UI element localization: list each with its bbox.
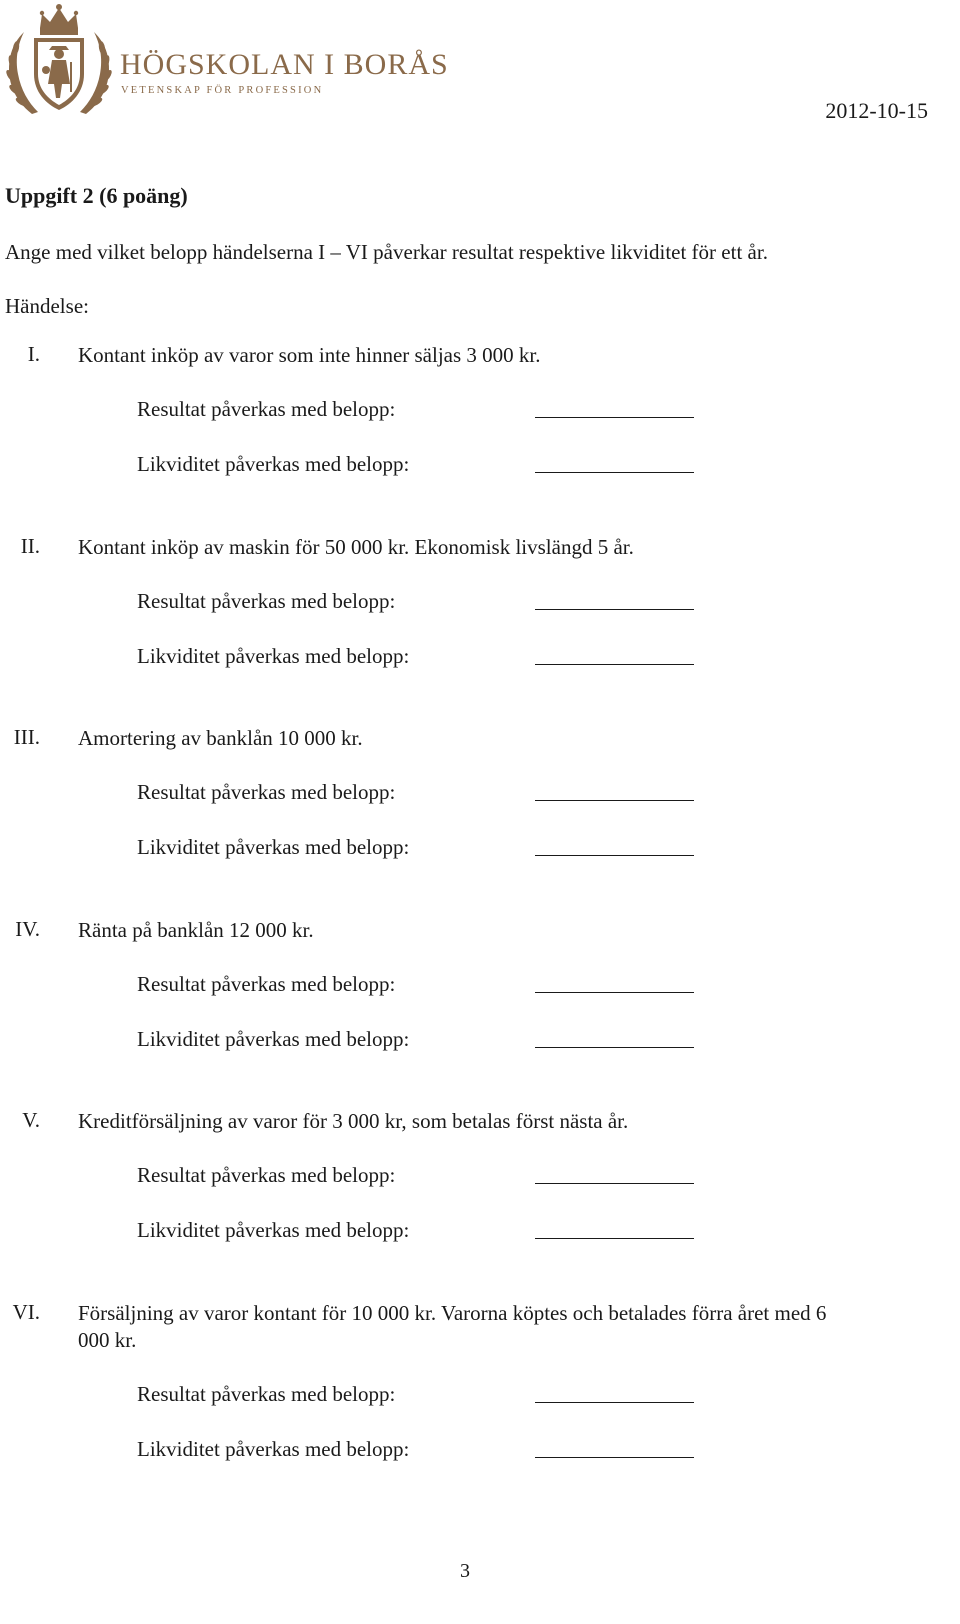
result-label: Resultat påverkas med belopp: <box>137 972 396 996</box>
result-label: Resultat påverkas med belopp: <box>137 589 396 613</box>
event-number: VI. <box>12 1300 40 1324</box>
event-number: II. <box>20 534 40 558</box>
liquidity-label: Likviditet påverkas med belopp: <box>137 452 410 476</box>
result-answer-row <box>0 780 960 810</box>
liquidity-answer-row <box>0 1437 960 1467</box>
document-date: 2012-10-15 <box>825 98 928 123</box>
result-answer-row <box>0 589 960 619</box>
result-answer-field[interactable] <box>535 609 694 610</box>
result-answer-row <box>0 397 960 427</box>
result-answer-field[interactable] <box>535 800 694 801</box>
liquidity-label: Likviditet påverkas med belopp: <box>137 644 410 668</box>
events-heading: Händelse: <box>5 294 89 318</box>
event-description: Amortering av banklån 10 000 kr. <box>78 726 363 750</box>
result-label: Resultat påverkas med belopp: <box>137 1163 396 1187</box>
event-description: Ränta på banklån 12 000 kr. <box>78 918 314 942</box>
event-number: IV. <box>15 917 40 941</box>
liquidity-answer-field[interactable] <box>535 1047 694 1048</box>
liquidity-answer-field[interactable] <box>535 1238 694 1239</box>
liquidity-answer-row <box>0 644 960 674</box>
institution-name: HÖGSKOLAN I BORÅS <box>120 48 449 81</box>
hogskolan-seal-logo <box>4 2 114 122</box>
liquidity-answer-field[interactable] <box>535 472 694 473</box>
assignment-title: Uppgift 2 (6 poäng) <box>5 183 188 208</box>
page-number: 3 <box>460 1560 470 1582</box>
liquidity-answer-row <box>0 1027 960 1057</box>
result-answer-field[interactable] <box>535 417 694 418</box>
result-answer-row <box>0 1163 960 1193</box>
liquidity-answer-row <box>0 835 960 865</box>
liquidity-answer-row <box>0 452 960 482</box>
result-answer-row <box>0 1382 960 1412</box>
liquidity-answer-field[interactable] <box>535 1457 694 1458</box>
result-label: Resultat påverkas med belopp: <box>137 780 396 804</box>
event-number: I. <box>27 342 40 366</box>
liquidity-answer-field[interactable] <box>535 855 694 856</box>
event-description: Försäljning av varor kontant för 10 000 kr. Varorna köptes och betalades förra året med 6 000 kr. <box>78 1301 827 1352</box>
event-description: Kreditförsäljning av varor för 3 000 kr, som betalas först nästa år. <box>78 1109 629 1133</box>
result-answer-field[interactable] <box>535 992 694 993</box>
event-description: Kontant inköp av varor som inte hinner säljas 3 000 kr. <box>78 343 541 367</box>
event-number: V. <box>22 1108 40 1132</box>
liquidity-answer-field[interactable] <box>535 664 694 665</box>
liquidity-label: Likviditet påverkas med belopp: <box>137 1218 410 1242</box>
event-description: Kontant inköp av maskin för 50 000 kr. Ekonomisk livslängd 5 år. <box>78 535 634 559</box>
result-label: Resultat påverkas med belopp: <box>137 1382 396 1406</box>
liquidity-label: Likviditet påverkas med belopp: <box>137 835 410 859</box>
liquidity-answer-row <box>0 1218 960 1248</box>
liquidity-label: Likviditet påverkas med belopp: <box>137 1437 410 1461</box>
institution-tagline: VETENSKAP FÖR PROFESSION <box>121 85 324 96</box>
result-label: Resultat påverkas med belopp: <box>137 397 396 421</box>
liquidity-label: Likviditet påverkas med belopp: <box>137 1027 410 1051</box>
result-answer-row <box>0 972 960 1002</box>
result-answer-field[interactable] <box>535 1183 694 1184</box>
result-answer-field[interactable] <box>535 1402 694 1403</box>
event-number: III. <box>13 725 40 749</box>
assignment-instruction: Ange med vilket belopp händelserna I – VI påverkar resultat respektive likviditet för ett år. <box>5 240 768 264</box>
